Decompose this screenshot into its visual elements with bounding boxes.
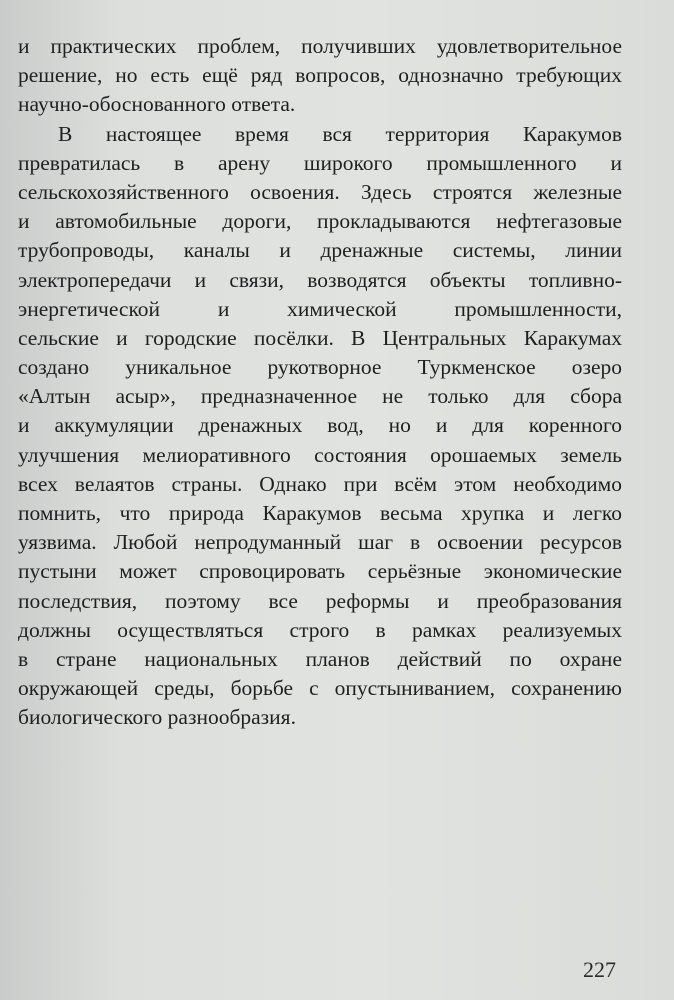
text-line: уязвима. Любой непродуманный шаг в освоении ресурсов — [18, 530, 622, 555]
page-number: 227 — [583, 957, 616, 982]
text-line: сельскохозяйственного освоения. Здесь строятся железные — [18, 179, 622, 204]
text-line: электропередачи и связи, возводятся объекты топливно- — [18, 267, 622, 292]
text-line: энергетической и химической промышленности, — [18, 296, 622, 321]
text-line: В настоящее время вся территория Каракумов — [58, 121, 622, 146]
text-line: улучшения мелиоративного состояния орошаемых земель — [18, 442, 622, 467]
text-line: превратилась в арену широкого промышленного и — [18, 150, 622, 175]
body-text — [18, 32, 622, 733]
text-line: биологического разнообразия. — [18, 705, 296, 730]
text-line: должны осуществляться строго в рамках реализуемых — [18, 617, 622, 642]
text-line: создано уникальное рукотворное Туркменское озеро — [18, 355, 622, 380]
text-line: последствия, поэтому все реформы и преобразования — [18, 588, 622, 613]
text-line: трубопроводы, каналы и дренажные системы, линии — [18, 238, 622, 263]
text-line: научно-обоснованного ответа. — [18, 92, 296, 117]
text-line: помнить, что природа Каракумов весьма хрупка и легко — [18, 501, 622, 525]
text-line: и аккумуляции дренажных вод, но и для коренного — [18, 413, 622, 438]
text-line: и автомобильные дороги, прокладываются нефтегазовые — [18, 209, 622, 234]
text-line: сельские и городские посёлки. В Центральных Каракумах — [18, 325, 622, 350]
text-line: пустыни может спровоцировать серьёзные экономические — [18, 559, 622, 584]
text-line: решение, но есть ещё ряд вопросов, однозначно требующих — [18, 63, 622, 88]
text-line: окружающей среды, борьбе с опустыниванием, сохранению — [18, 676, 622, 701]
text-line: всех велаятов страны. Однако при всём этом необходимо — [18, 471, 622, 496]
text-line: и практических проблем, получивших удовлетворительное — [18, 34, 622, 58]
text-line: в стране национальных планов действий по охране — [18, 646, 622, 671]
text-line: «Алтын асыр», предназначенное не только для сбора — [18, 384, 622, 409]
